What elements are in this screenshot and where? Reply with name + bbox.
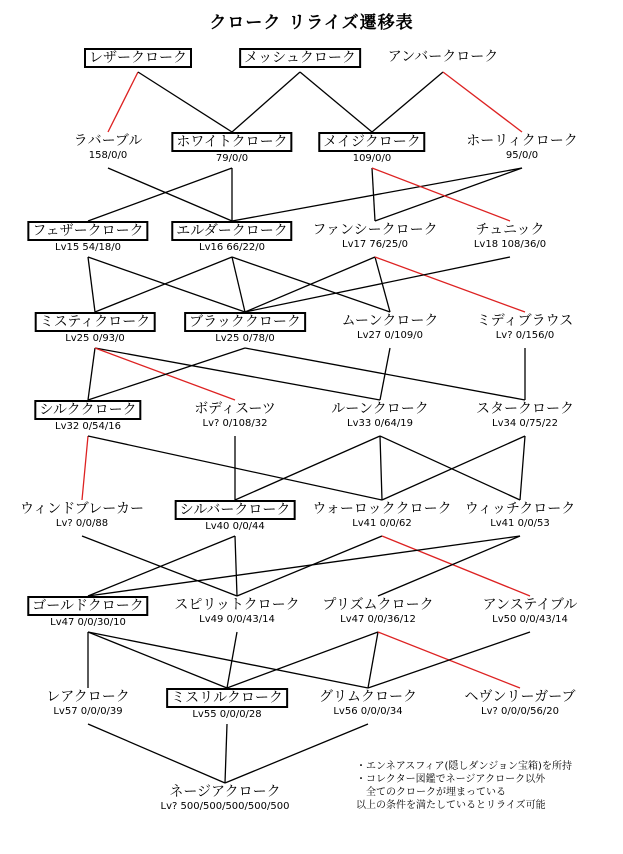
node-name: ホワイトクローク	[171, 132, 292, 152]
node-stats: Lv32 0/54/16	[55, 421, 121, 432]
node-name: ウィッチクローク	[464, 501, 576, 517]
node-name: アンバークローク	[387, 49, 499, 65]
node-witch	[462, 500, 579, 529]
note-line: 以上の条件を満たしているとリライズ可能	[356, 800, 546, 811]
node-elder	[171, 221, 292, 253]
node-white	[171, 132, 292, 164]
node-rare	[43, 688, 133, 717]
node-spirit	[171, 596, 302, 625]
node-holy	[463, 132, 580, 161]
node-stats: Lv33 0/64/19	[347, 418, 413, 429]
node-name: ミスリルクローク	[166, 688, 288, 708]
node-windbreaker	[17, 500, 147, 529]
node-name: シルバークローク	[175, 500, 296, 520]
note-line: ・コレクター図鑑でネージアクローク以外	[356, 774, 546, 785]
node-name: プリズムクローク	[322, 597, 434, 613]
node-stats: Lv? 0/108/32	[202, 418, 268, 429]
node-name: ムーンクローク	[341, 313, 439, 329]
node-rabble	[71, 132, 146, 161]
node-stats: Lv25 0/78/0	[215, 333, 275, 344]
node-stats: 109/0/0	[352, 153, 392, 164]
node-stats: Lv25 0/93/0	[65, 333, 125, 344]
node-name: メイジクローク	[318, 132, 425, 152]
node-name: フェザークローク	[27, 221, 148, 241]
node-stats: 95/0/0	[505, 150, 539, 161]
node-unstable	[480, 596, 581, 625]
node-stats: Lv47 0/0/36/12	[340, 614, 416, 625]
node-stats: Lv27 0/109/0	[357, 330, 423, 341]
node-fancy	[309, 221, 440, 250]
node-stats: Lv34 0/75/22	[492, 418, 558, 429]
node-name: ボディスーツ	[194, 401, 276, 417]
node-name: ラバーブル	[73, 133, 143, 149]
node-name: エルダークローク	[171, 221, 292, 241]
node-stats: 158/0/0	[88, 150, 128, 161]
node-name: アンステイブル	[482, 597, 578, 613]
node-stats: Lv49 0/0/43/14	[199, 614, 275, 625]
node-leather	[84, 48, 192, 68]
node-stats: Lv56 0/0/0/34	[333, 706, 403, 717]
node-stats: Lv17 76/25/0	[342, 239, 408, 250]
node-moon	[339, 312, 442, 341]
node-stats: Lv41 0/0/53	[490, 518, 550, 529]
node-star	[473, 400, 577, 429]
node-name: グリムクローク	[319, 689, 417, 705]
node-name: ホーリィクローク	[466, 133, 578, 149]
node-stats: Lv? 0/0/0/56/20	[481, 706, 559, 717]
node-stats: 79/0/0	[215, 153, 249, 164]
node-stats: Lv40 0/0/44	[205, 521, 265, 532]
node-stats: Lv55 0/0/0/28	[192, 709, 262, 720]
node-negia	[161, 783, 290, 812]
node-stats: Lv41 0/0/62	[352, 518, 412, 529]
node-feather	[27, 221, 148, 253]
node-tunic	[472, 221, 547, 250]
node-heavenly	[461, 688, 578, 717]
node-rune	[328, 400, 431, 429]
note-line: ・エンネアスフィア(隠しダンジョン宝箱)を所持	[356, 761, 572, 772]
node-mesh	[239, 48, 361, 68]
node-warlock	[309, 500, 454, 529]
node-name: レアクローク	[46, 689, 130, 705]
node-stats: Lv50 0/0/43/14	[492, 614, 568, 625]
node-silver	[175, 500, 296, 532]
node-name: ミディブラウス	[476, 313, 574, 329]
node-name: ウィンドブレーカー	[20, 501, 144, 517]
node-name: ヘヴンリーガーブ	[464, 689, 576, 705]
node-stats: Lv? 0/0/88	[55, 518, 109, 529]
node-name: チュニック	[475, 222, 545, 238]
node-name: ルーンクローク	[331, 401, 429, 417]
node-stats: Lv57 0/0/0/39	[53, 706, 123, 717]
node-stats: Lv47 0/0/30/10	[50, 617, 126, 628]
node-name: スタークローク	[476, 401, 574, 417]
node-stats: Lv? 0/156/0	[495, 330, 555, 341]
diagram-title: クローク リライズ遷移表	[209, 13, 414, 33]
node-prism	[319, 596, 436, 625]
node-grim	[316, 688, 420, 717]
node-name: ミスティクローク	[35, 312, 156, 332]
node-name: ファンシークローク	[312, 222, 438, 238]
node-black	[184, 312, 306, 344]
node-name: ゴールドクローク	[27, 596, 148, 616]
node-name: スピリットクローク	[174, 597, 300, 613]
node-stats: Lv18 108/36/0	[473, 239, 547, 250]
node-stats: Lv16 66/22/0	[199, 242, 265, 253]
node-midiblouse	[474, 312, 576, 341]
node-name: メッシュクローク	[239, 48, 361, 68]
node-stats: Lv15 54/18/0	[55, 242, 121, 253]
node-amber	[385, 48, 501, 65]
node-bodysuit	[191, 400, 279, 429]
node-name: シルククローク	[34, 400, 141, 420]
notes-block	[356, 760, 572, 812]
node-silk	[34, 400, 141, 432]
node-name: ブラッククローク	[184, 312, 306, 332]
node-name: レザークローク	[84, 48, 192, 68]
node-stats: Lv? 500/500/500/500/500	[160, 801, 290, 812]
node-mithril	[166, 688, 288, 720]
node-name: ネージアクローク	[169, 784, 281, 800]
node-mage	[318, 132, 425, 164]
note-line: 全てのクロークが埋まっている	[366, 787, 506, 798]
node-misty	[35, 312, 156, 344]
node-name: ウォーロッククローク	[312, 501, 452, 517]
node-gold	[27, 596, 148, 628]
